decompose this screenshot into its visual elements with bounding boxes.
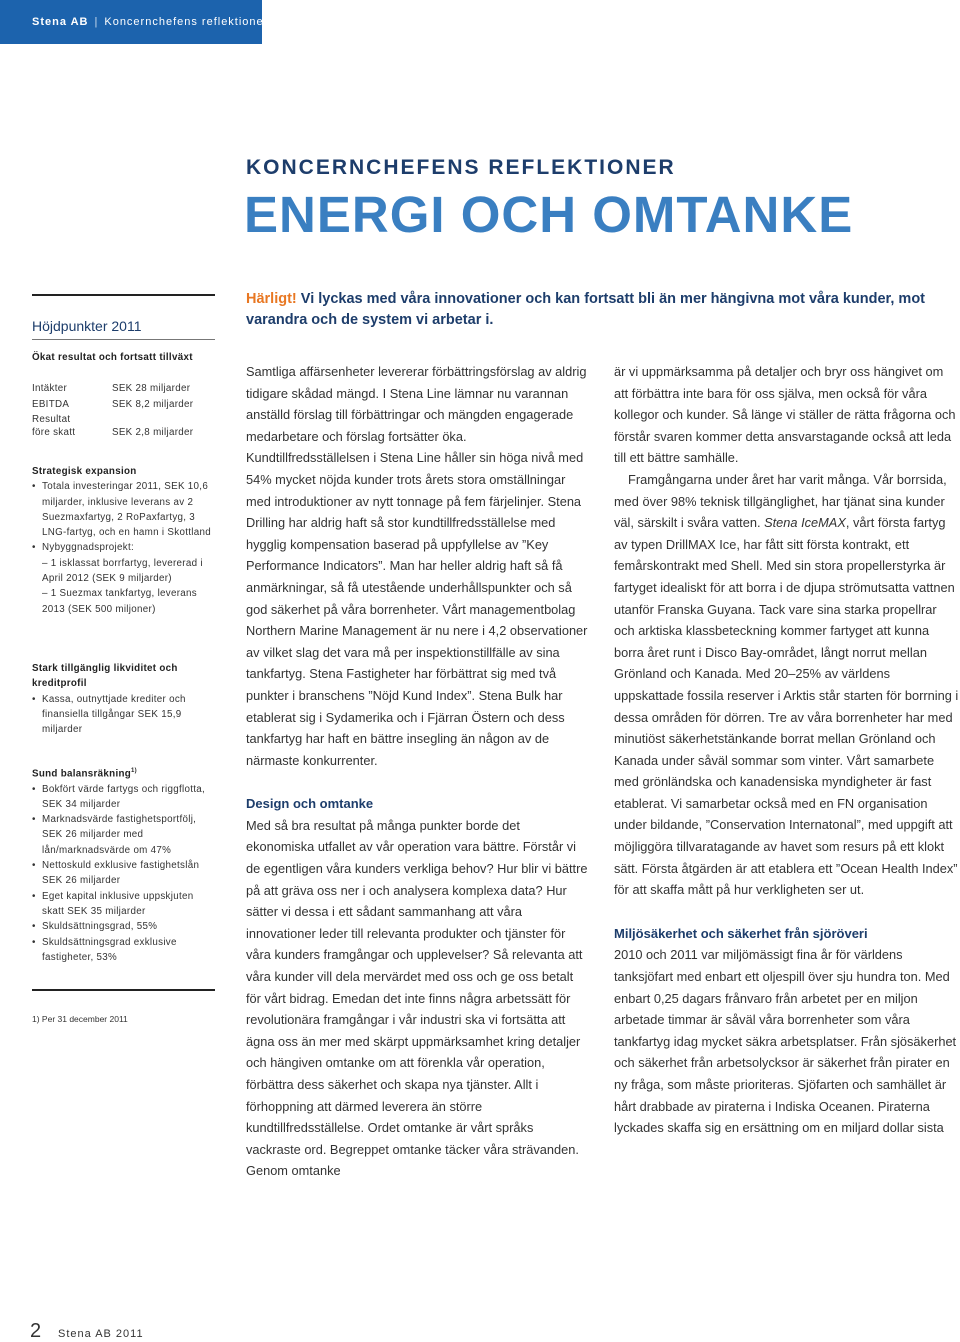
kv-value: SEK 28 miljarder (112, 383, 191, 394)
kv-value: SEK 2,8 miljarder (112, 427, 194, 438)
balance-bullet: • Eget kapital inklusive uppskjuten skatt SEK 35 miljarder (32, 889, 215, 920)
growth-heading-text: Ökat resultat och fortsatt tillväxt (32, 352, 193, 363)
article-lead (246, 289, 946, 331)
kv-key: Resultat (32, 414, 71, 425)
header-separator: | (94, 16, 99, 28)
footer-source: Stena AB 2011 (58, 1328, 144, 1340)
balance-heading (32, 764, 215, 782)
article-kicker: KONCERNCHEFENS REFLEKTIONER (246, 156, 676, 179)
liquidity-block (32, 661, 215, 737)
sidebar-footnote: 1) Per 31 december 2011 (32, 1014, 128, 1024)
body-paragraph: Samtliga affärsenheter levererar förbättringsförslag av aldrig tidigare skådad mängd. I Stena Line lämnar nu varannan anställd förslag till förbättringar och mängden engagerade medarbetare och förslag fortsätter öka. Kundtillfredsställelsen i Stena Line håller sin höga nivå med 54% mycket nöjda kunder trots årets stora omställningar med introduktioner av nytt tonnage på fem färjelinjer. Stena Drilling har aldrig haft så stor kundtillfredsställelse med hygglig kompensation baserad på uppfyllelse av ”Key Performance Indicators”. Man har heller aldrig haft så få anmärkningar, så få utestående underhållspunkter och så god säkerhet på våra borrenheter. Vårt managementbolag Northern Marine Management är nu nere i 4,2 observationer av vilket slag det vara må per inspektionstillfälle av sina tankfartyg. Stena Fastigheter har förbättrat sig med två punkter i branschens ”Nöjd Kund Index”. Stena Bulk har etablerat sig i Sydamerika och i Fjärran Östern och dess tankfartyg har haft en bättre insegling än någon av de närmaste konkurrenter. (246, 364, 588, 768)
lead-highlight: Härligt! (246, 291, 297, 307)
body-paragraph: Med så bra resultat på många punkter borde det ekonomiska utfallet av vår operation vara bättre. Förstår vi de egentligen våra kunders verkliga behov? Hur blir vi bättre på att gräva oss ner i och analysera komplexa data? Hur sätter vi dessa i ett sådant sammanhang att våra innovationer leder till relevanta produkter och tjänster för våra kunders framgångar och upplevelser? Så relevanta att våra kunder vill dela mervärdet med oss och ge oss betalt för vårt bidrag. Emedan det inte finns några arbetssätt för revolutionära framgångar i vår industri ska vi fortsätta att ägna oss än mer med skärpt uppmärksamhet kring detaljer och hängiven omtanke om att förenkla vår operation, förbättra dess säkerhet och skapa nya tjänster. Allt i förhoppning att därmed leverera än större kundtillfredsställelse. Ordet omtanke är vårt språks vackraste ord. Begreppet omtanke täcker våra strävanden. Genom omtanke (246, 817, 588, 1179)
balance-bullet: • Marknadsvärde fastighetsportfölj, SEK 26 miljarder med lån/marknadsvärde om 47% (32, 812, 215, 858)
sidebar-top-rule (32, 294, 215, 296)
balance-footnote-mark: 1) (131, 768, 137, 774)
section-heading-design: Design och omtanke (246, 796, 374, 812)
body-paragraph: är vi uppmärksamma på detaljer och bryr oss hängivet om att förbättra inte bara för oss själva, men också för våra kollegor och kunder. Så länge vi ställer de rätta frågorna och förstår svaren kommer detta ansvarstagande också att leda till ett bättre samhälle. (614, 364, 956, 466)
sidebar-title: Höjdpunkter 2011 (32, 318, 142, 334)
balance-bullet: • Bokfört värde fartygs och riggflotta, SEK 34 miljarder (32, 782, 215, 813)
body-paragraph: 2010 och 2011 var miljömässigt fina år för världens tanksjöfart med enbart ett oljespill över sju hundra ton. Med enbart 0,25 dagars frånvaro från arbetet per en miljon arbetade timmar är såväl våra borrenheter som våra tankfartyg idag mycket säkra arbetsplatser. Från sjösäkerhet och säkerhet från arbetsolycksor är säkerhet från pirater en ny fråga, som måste prioriteras. Sjöfarten och samhället är hårt drabbade av piraterna i Indiska Oceanen. Piraterna lyckades skaffa sig en ersättning om en miljard dollar sista (614, 947, 957, 1136)
body-text: , vårt första fartyg av typen DrillMAX Ice, har fått sitt första kontrakt, ett femårskontrakt med Shell. Med sin stora propellerstyrka är fartyget idealiskt för att borra i de djupa strömutsatta vattnen utanför Franska Guyana. Tack vare sina starka propellrar och arktiska klassbeteckning kommer fartyget att kunna borra året runt i Disco Bay-området, långt norrut mellan Grönland och Kanada. Med 20–25% av världens uppskattade fossila reserver i Arktis står starten för borrning i dessa områden för dörren. Tre av våra borrenheter har med minutiöst säkerhetstänkande borrat mellan Grönland och Kanada under såväl sommar som vinter. Vårt samarbete med grönländska och kanadensiska myndigheter är fast etablerat. Vi samarbetar också med en FN organisation under bildande, ”Conservation Internatonal”, med uppgift att möjliggöra tillvaratagande av havet som resurs på ett klokt sätt. Första åtgärden är att etablera ett ”Ocean Health Index” för att skaffa mått på hur verkligheten ser ut. (614, 515, 959, 898)
running-header (0, 0, 269, 44)
liquidity-bullet: • Kassa, outnyttjade krediter och finansiella tillgångar SEK 15,9 miljarder (32, 692, 215, 738)
expansion-heading: Strategisk expansion (32, 466, 137, 477)
body-column-1 (246, 361, 591, 1182)
sidebar-title-rule (32, 339, 215, 340)
liquidity-heading: Stark tillgänglig likviditet och kreditprofil (32, 663, 178, 690)
page-number: 2 (30, 1320, 42, 1342)
lead-text: Vi lyckas med våra innovationer och kan fortsatt bli än mer hängivna mot våra kunder, mot varandra och de system vi arbetar i. (246, 291, 926, 328)
kv-value: SEK 8,2 miljarder (112, 399, 194, 410)
body-text: Framgångarna under året har varit många. Vår borrsida, med över 98% teknisk tillgänglighet, har tjänat sina kunder väl, särskilt i svåra vatten. (614, 471, 947, 531)
body-column-2 (614, 361, 960, 1139)
expansion-block (32, 464, 215, 617)
header-section: Koncernchefens reflektioner (104, 16, 269, 28)
expansion-subitem: – 1 Suezmax tankfartyg, leverans 2013 (SEK 500 miljoner) (42, 588, 197, 615)
section-heading-safety: Miljösäkerhet och säkerhet från sjöröveri (614, 925, 868, 941)
growth-heading (32, 350, 215, 365)
sidebar-bottom-rule (32, 989, 215, 991)
kv-key: EBITDA (32, 399, 70, 410)
expansion-bullet: • Totala investeringar 2011, SEK 10,6 miljarder, inklusive leverans av 2 Suezmaxfartyg, 2 RoPaxfartyg, 3 LNG-fartyg, och en hamn i Skottland (32, 479, 215, 540)
header-company: Stena AB (32, 16, 89, 28)
kv-key: Intäkter (32, 383, 68, 394)
paragraph-gap (614, 901, 960, 923)
body-paragraph (614, 469, 960, 901)
balance-bullet: • Skuldsättningsgrad exklusive fastigheter, 53% (32, 935, 215, 966)
expansion-subitem: – 1 isklassat borrfartyg, levererad i April 2012 (SEK 9 miljarder) (42, 557, 203, 585)
article-title: ENERGI OCH OMTANKE (244, 186, 854, 243)
balance-block (32, 764, 215, 965)
kv-key: före skatt (32, 427, 76, 438)
balance-heading-text: Sund balansräkning (32, 768, 132, 780)
paragraph-gap (246, 771, 591, 793)
balance-bullet: • Nettoskuld exklusive fastighetslån SEK 26 miljarder (32, 858, 215, 889)
balance-bullet: • Skuldsättningsgrad, 55% (32, 919, 215, 934)
vessel-name: Stena IceMAX (764, 515, 846, 531)
expansion-bullet: • Nybyggnadsprojekt: (32, 540, 215, 555)
